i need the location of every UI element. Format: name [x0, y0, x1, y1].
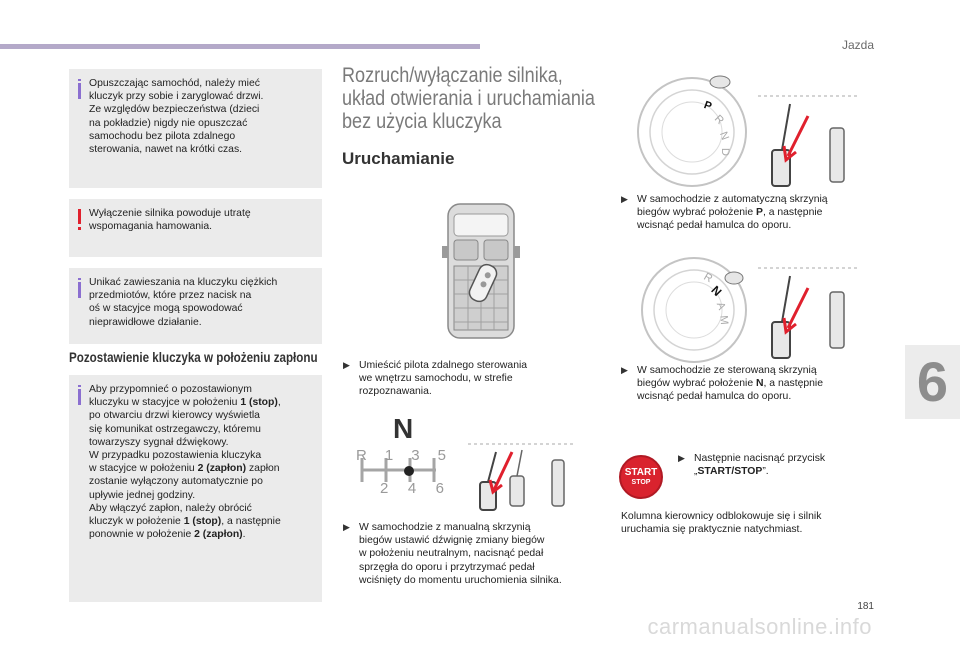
- dial-label-p: P: [702, 99, 714, 113]
- dial-label: A: [713, 300, 728, 312]
- chapter-tab: [905, 345, 960, 419]
- note-text: Opuszczając samochód, należy mieć kluczyk przy sobie i zaryglować drzwi. Ze względów bezpieczeństwa (dzieci na pokładzie) nigdy nie opuszczać samochodu bez pilota zdalnego sterowania, nawet na krótki czas.: [89, 78, 264, 156]
- start-stop-button-illustration: START STOP: [619, 455, 663, 499]
- arrow-bullet-icon: ▶︎: [343, 522, 350, 532]
- automatic-gear-selector-illustration: [634, 74, 750, 190]
- instruction-automatic-gearbox: ▶︎ W samochodzie z automatyczną skrzynią biegów wybrać położenie P, a następnie wcisnąć pedał hamulca do oporu.: [621, 194, 828, 232]
- header-accent-bar: [0, 44, 480, 49]
- gear-neutral-label: N: [393, 413, 414, 444]
- watermark: carmanualsonline.info: [647, 614, 872, 639]
- instruction-manual-gearbox: ▶︎ W samochodzie z manualną skrzynią biegów ustawić dźwignię zmiany biegów w położeniu neutralnym, nacisnąć pedał sprzęgła do oporu i przytrzymać pedał wciśnięty do momentu uruchomienia silnika.: [343, 522, 562, 586]
- section-label: Jazda: [841, 38, 874, 52]
- instruction-keyfob: ▶︎ Umieścić pilota zdalnego sterowania we wnętrzu samochodu, w strefie rozpoznawania.: [343, 360, 528, 398]
- arrow-bullet-icon: ▶︎: [678, 453, 685, 463]
- van-keyless-zone-illustration: [440, 200, 522, 342]
- page-number: 181: [857, 601, 874, 612]
- brake-pedal-illustration: [758, 90, 862, 194]
- instruction-press-start: ▶︎ Następnie nacisnąć przycisk „START/STOP”.: [678, 453, 826, 478]
- dial-label: N: [716, 130, 731, 142]
- note-text: Aby przypomnieć o pozostawionym kluczyku w stacyjce w położeniu 1 (stop), po otwarciu drzwi kierowcy wyświetla się komunikat ostrzegawczy, któremu towarzyszy sygnał dźwiękowy. W przypadku pozostawienia kluczyka w stacyjce w położeniu 2 (zapłon) zapłon zostanie wyłączony automatycznie po upływie jednej godziny. Aby włączyć zapłon, należy obrócić kluczyk w położenie 1 (stop), a następnie ponownie w położenie 2 (zapłon).: [89, 384, 281, 541]
- chapter-number: 6: [916, 350, 949, 413]
- arrow-bullet-icon: ▶︎: [621, 365, 628, 375]
- dial-label: R: [701, 270, 715, 286]
- note-box-info: [69, 69, 322, 188]
- closing-note: Kolumna kierownicy odblokowuje się i silnik uruchamia się praktycznie natychmiast.: [621, 511, 822, 536]
- dial-label: D: [718, 148, 731, 156]
- arrow-bullet-icon: ▶︎: [621, 194, 628, 204]
- gear-bottom-labels: 2 4 6: [380, 480, 444, 497]
- arrow-bullet-icon: ▶︎: [343, 360, 350, 370]
- note-text: Wyłączenie silnika powoduje utratę wspomagania hamowania.: [89, 208, 251, 233]
- page-title: Rozruch/wyłączanie silnika, układ otwierania i uruchamiania bez użycia kluczyka: [342, 64, 595, 133]
- controlled-gear-selector-illustration: [636, 252, 752, 364]
- gear-top-labels: R 1 3 5: [356, 447, 446, 464]
- dial-label-n: N: [708, 282, 725, 300]
- note-box-info: [69, 268, 322, 344]
- subheading-key-left-in-ignition: Pozostawienie kluczyka w położeniu zapłonu: [69, 349, 318, 365]
- instruction-controlled-gearbox: ▶︎ W samochodzie ze sterowaną skrzynią biegów wybrać położenie N, a następnie wcisnąć pedał hamulca do oporu.: [621, 365, 824, 403]
- note-text: Unikać zawieszania na kluczyku ciężkich przedmiotów, które przez nacisk na oś w stacyjce mogą spowodować nieprawidłowe działanie.: [89, 277, 278, 328]
- section-heading: Uruchamianie: [342, 149, 455, 168]
- brake-pedal-illustration: [758, 262, 862, 366]
- note-box-warning: [69, 199, 322, 257]
- dial-label: M: [717, 314, 730, 326]
- dial-label: R: [711, 112, 727, 128]
- note-box-info: [69, 375, 322, 602]
- gear-lever-knob: [404, 466, 414, 476]
- clutch-pedal-illustration: [468, 440, 578, 516]
